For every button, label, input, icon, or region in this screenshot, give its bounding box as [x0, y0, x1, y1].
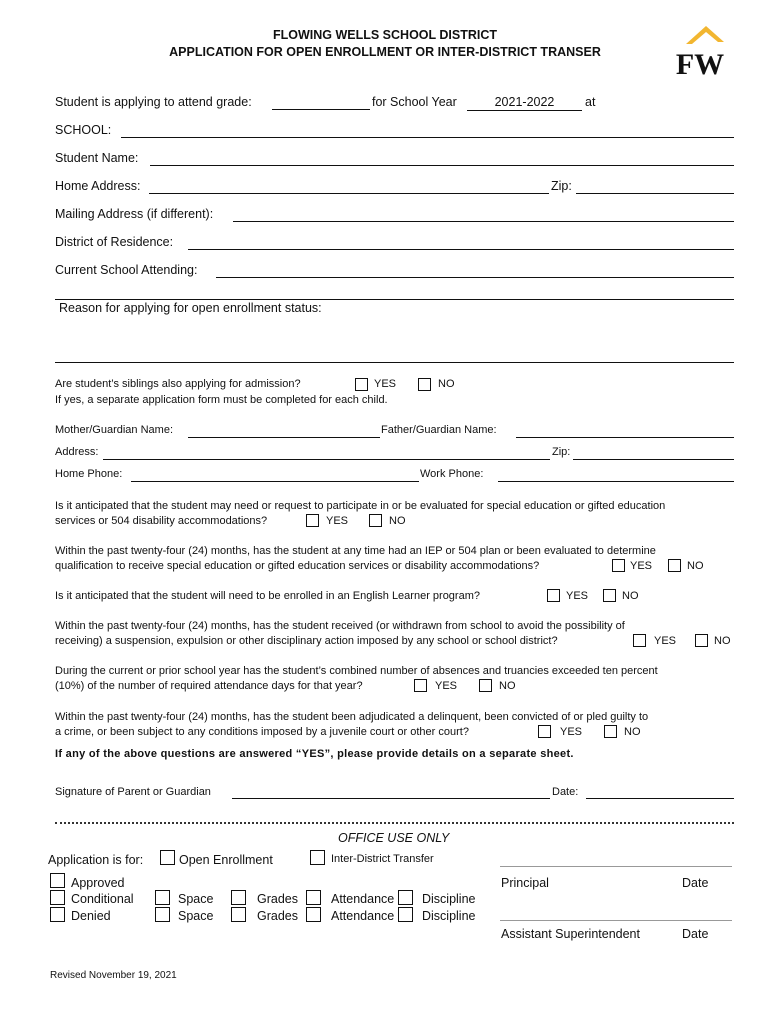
- approved-checkbox[interactable]: [50, 873, 65, 888]
- parent-zip-field[interactable]: [573, 459, 734, 460]
- conditional-grades-checkbox[interactable]: [231, 890, 246, 905]
- q2-yes-checkbox[interactable]: [612, 559, 625, 572]
- principal-signature-field[interactable]: [500, 866, 732, 867]
- office-divider: [55, 822, 734, 824]
- work-phone-field[interactable]: [498, 481, 734, 482]
- denied-space-checkbox[interactable]: [155, 907, 170, 922]
- q1-no-label: NO: [389, 515, 406, 527]
- reason-label: Reason for applying for open enrollment status:: [59, 301, 322, 315]
- student-name-label: Student Name:: [55, 151, 139, 165]
- denied-discipline-checkbox[interactable]: [398, 907, 413, 922]
- parent-zip-label: Zip:: [552, 446, 571, 458]
- district-field[interactable]: [188, 249, 734, 250]
- denied-checkbox[interactable]: [50, 907, 65, 922]
- q6-yes-checkbox[interactable]: [538, 725, 551, 738]
- parent-address-label: Address:: [55, 446, 99, 458]
- grade-field[interactable]: [272, 109, 370, 110]
- q2-text-line1: Within the past twenty-four (24) months, has the student at any time had an IEP or 504 plan or been evaluated to determine: [55, 545, 656, 557]
- conditional-discipline-checkbox[interactable]: [398, 890, 413, 905]
- q1-text-line1: Is it anticipated that the student may need or request to participate in or be evaluated for special education or gifted education: [55, 500, 666, 512]
- siblings-note: If yes, a separate application form must be completed for each child.: [55, 394, 388, 406]
- district-title: FLOWING WELLS SCHOOL DISTRICT: [272, 28, 498, 42]
- home-address-label: Home Address:: [55, 179, 141, 193]
- zip-label: Zip:: [551, 179, 572, 193]
- q1-yes-label: YES: [326, 515, 349, 527]
- school-field[interactable]: [121, 137, 734, 138]
- q5-text-line1: During the current or prior school year has the student’s combined number of absences and truancies exceeded ten percent: [55, 665, 658, 677]
- denied-attendance-checkbox[interactable]: [306, 907, 321, 922]
- q4-text-line2: receiving) a suspension, expulsion or other disciplinary action imposed by any school or school district?: [55, 635, 558, 647]
- signature-date-field[interactable]: [586, 798, 734, 799]
- asst-sup-date-label: Date: [682, 927, 709, 941]
- q4-text-line1: Within the past twenty-four (24) months, has the student received (or withdrawn from school to avoid the possibility of: [55, 620, 625, 632]
- conditional-space-checkbox[interactable]: [155, 890, 170, 905]
- student-name-field[interactable]: [150, 165, 734, 166]
- district-label: District of Residence:: [55, 235, 174, 249]
- parent-address-field[interactable]: [103, 459, 550, 460]
- district-logo: [672, 24, 728, 78]
- inter-district-label: Inter-District Transfer: [331, 853, 434, 865]
- q2-no-label: NO: [687, 560, 704, 572]
- q1-text-line2: services or 504 disability accommodations?: [55, 515, 268, 527]
- logo-text: FW: [675, 48, 725, 78]
- q2-yes-label: YES: [630, 560, 653, 572]
- school-label: SCHOOL:: [55, 123, 112, 137]
- q3-yes-checkbox[interactable]: [547, 589, 560, 602]
- q1-yes-checkbox[interactable]: [306, 514, 319, 527]
- q4-yes-checkbox[interactable]: [633, 634, 646, 647]
- siblings-no-label: NO: [438, 378, 455, 390]
- school-year-label: for School Year: [372, 95, 457, 109]
- grade-label: Student is applying to attend grade:: [55, 95, 252, 109]
- mailing-address-label: Mailing Address (if different):: [55, 207, 214, 221]
- denied-label: Denied: [71, 909, 111, 923]
- q5-yes-checkbox[interactable]: [414, 679, 427, 692]
- siblings-question: Are student’s siblings also applying for admission?: [55, 378, 301, 390]
- inter-district-checkbox[interactable]: [310, 850, 325, 865]
- home-phone-field[interactable]: [131, 481, 419, 482]
- principal-label: Principal: [501, 876, 549, 890]
- application-is-for-label: Application is for:: [48, 853, 144, 867]
- form-title: APPLICATION FOR OPEN ENROLLMENT OR INTER-DISTRICT TRANSER: [169, 45, 601, 59]
- q2-text-line2: qualification to receive special education or gifted education services or disability accommodations?: [55, 560, 540, 572]
- conditional-space-label: Space: [178, 892, 214, 906]
- q3-no-label: NO: [622, 590, 639, 602]
- q5-yes-label: YES: [435, 680, 458, 692]
- q6-yes-label: YES: [560, 726, 583, 738]
- yes-note: If any of the above questions are answered “YES”, please provide details on a separate sheet.: [55, 748, 574, 760]
- q5-no-checkbox[interactable]: [479, 679, 492, 692]
- father-field[interactable]: [516, 437, 734, 438]
- reason-field[interactable]: [55, 362, 734, 363]
- denied-space-label: Space: [178, 909, 214, 923]
- q1-no-checkbox[interactable]: [369, 514, 382, 527]
- current-school-field[interactable]: [216, 277, 734, 278]
- current-school-label: Current School Attending:: [55, 263, 198, 277]
- denied-grades-checkbox[interactable]: [231, 907, 246, 922]
- q6-text-line1: Within the past twenty-four (24) months, has the student been adjudicated a delinquent, been convicted of or pled guilty to: [55, 711, 649, 723]
- q5-no-label: NO: [499, 680, 516, 692]
- signature-field[interactable]: [232, 798, 550, 799]
- zip-field[interactable]: [576, 193, 734, 194]
- mother-label: Mother/Guardian Name:: [55, 424, 173, 436]
- open-enrollment-checkbox[interactable]: [160, 850, 175, 865]
- conditional-discipline-label: Discipline: [422, 892, 476, 906]
- q6-no-label: NO: [624, 726, 641, 738]
- siblings-no-checkbox[interactable]: [418, 378, 431, 391]
- mother-field[interactable]: [188, 437, 380, 438]
- asst-sup-signature-field[interactable]: [500, 920, 732, 921]
- denied-discipline-label: Discipline: [422, 909, 476, 923]
- conditional-label: Conditional: [71, 892, 134, 906]
- at-label: at: [585, 95, 596, 109]
- work-phone-label: Work Phone:: [420, 468, 484, 480]
- q4-no-checkbox[interactable]: [695, 634, 708, 647]
- approved-label: Approved: [71, 876, 125, 890]
- denied-attendance-label: Attendance: [331, 909, 395, 923]
- home-address-field[interactable]: [149, 193, 549, 194]
- q4-yes-label: YES: [654, 635, 677, 647]
- siblings-yes-checkbox[interactable]: [355, 378, 368, 391]
- siblings-yes-label: YES: [374, 378, 397, 390]
- roof-shape: [686, 26, 724, 44]
- q3-no-checkbox[interactable]: [603, 589, 616, 602]
- divider-line: [55, 299, 734, 300]
- q3-text: Is it anticipated that the student will need to be enrolled in an English Learner program?: [55, 590, 480, 602]
- denied-grades-label: Grades: [257, 909, 298, 923]
- conditional-grades-label: Grades: [257, 892, 298, 906]
- revised-date: Revised November 19, 2021: [50, 970, 177, 981]
- school-year-field[interactable]: 2021-2022: [467, 95, 582, 111]
- home-phone-label: Home Phone:: [55, 468, 123, 480]
- open-enrollment-label: Open Enrollment: [179, 853, 273, 867]
- office-use-heading: OFFICE USE ONLY: [338, 831, 450, 845]
- mailing-address-field[interactable]: [233, 221, 734, 222]
- signature-date-label: Date:: [552, 786, 579, 798]
- conditional-checkbox[interactable]: [50, 890, 65, 905]
- signature-label: Signature of Parent or Guardian: [55, 786, 211, 798]
- q5-text-line2: (10%) of the number of required attendance days for that year?: [55, 680, 363, 692]
- q6-text-line2: a crime, or been subject to any conditions imposed by a juvenile court or other court?: [55, 726, 469, 738]
- asst-sup-label: Assistant Superintendent: [501, 927, 640, 941]
- q3-yes-label: YES: [566, 590, 589, 602]
- conditional-attendance-checkbox[interactable]: [306, 890, 321, 905]
- principal-date-label: Date: [682, 876, 709, 890]
- father-label: Father/Guardian Name:: [381, 424, 497, 436]
- q6-no-checkbox[interactable]: [604, 725, 617, 738]
- conditional-attendance-label: Attendance: [331, 892, 395, 906]
- q2-no-checkbox[interactable]: [668, 559, 681, 572]
- q4-no-label: NO: [714, 635, 731, 647]
